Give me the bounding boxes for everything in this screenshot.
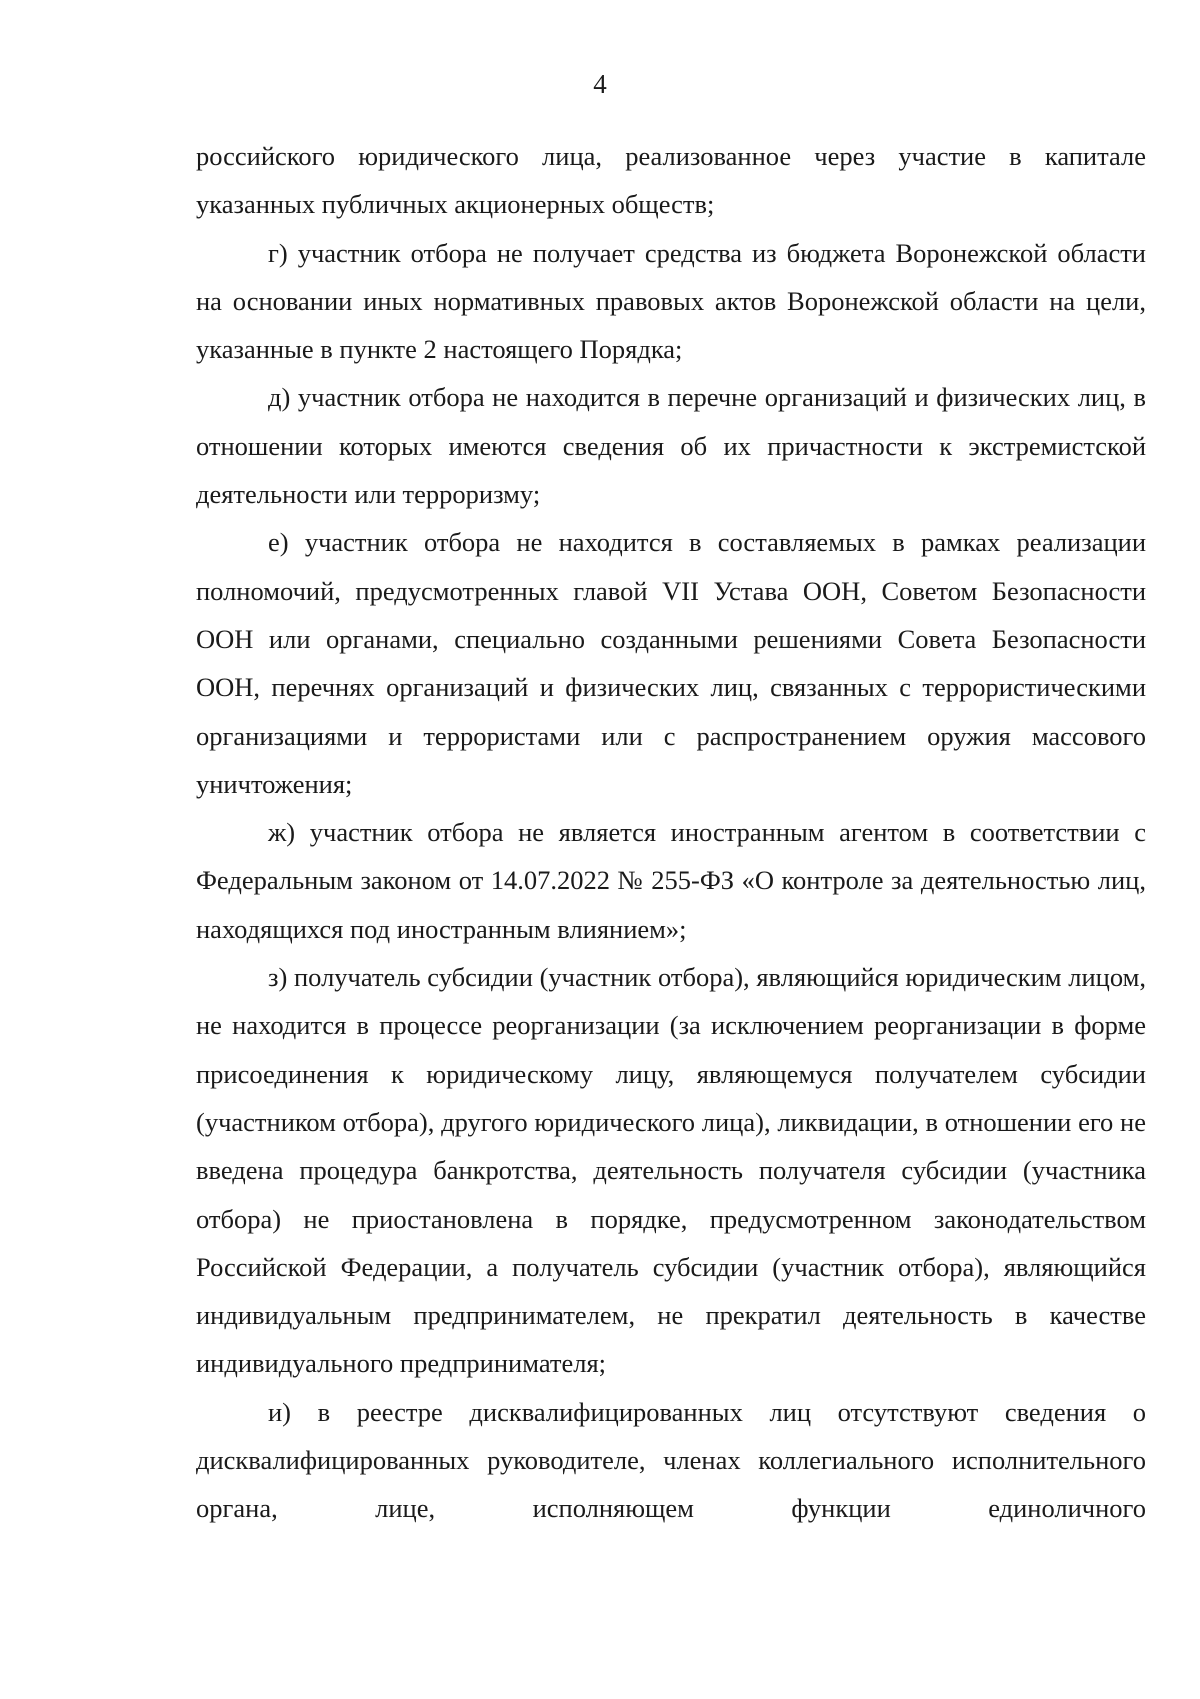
paragraph-d: д) участник отбора не находится в перечне организаций и физических лиц, в отношении которых имеются сведения об их причастности к экстремистской деятельности или терроризму; bbox=[196, 382, 1146, 510]
body-text bbox=[196, 132, 1146, 1533]
paragraph-e: е) участник отбора не находится в составляемых в рамках реализации полномочий, предусмотренных главой VII Устава ООН, Советом Безопасности ООН или органами, специально созданными решениями Совета Безопасности ООН, перечнях организаций и физических лиц, связанных с террористическими организациями и террористами или с распространением оружия массового уничтожения; bbox=[196, 527, 1146, 799]
paragraph-continuation: российского юридического лица, реализованное через участие в капитале указанных публичных акционерных обществ; bbox=[196, 141, 1146, 220]
paragraph-zh: ж) участник отбора не является иностранным агентом в соответствии с Федеральным законом от 14.07.2022 № 255-ФЗ «О контроле за деятельностью лиц, находящихся под иностранным влиянием»; bbox=[196, 817, 1146, 944]
paragraph-i: и) в реестре дисквалифицированных лиц отсутствуют сведения о дисквалифицированных руководителе, членах коллегиального исполнительного органа, лице, исполняющем функции единоличного bbox=[196, 1396, 1146, 1524]
page-number: 4 bbox=[593, 69, 607, 99]
paragraph-g: г) участник отбора не получает средства из бюджета Воронежской области на основании иных нормативных правовых актов Воронежской области на цели, указанные в пункте 2 настоящего Порядка; bbox=[196, 237, 1146, 365]
paragraph-z: з) получатель субсидии (участник отбора), являющийся юридическим лицом, не находится в процессе реорганизации (за исключением реорганизации в форме присоединения к юридическому лицу, являющемуся получателем субсидии (участником отбора), другого юридического лица), ликвидации, в отношении его не введена процедура банкротства, деятельность получателя субсидии (участника отбора) не приостановлена в порядке, предусмотренном законодательством Российской Федерации, а получатель субсидии (участник отбора), являющийся индивидуальным предпринимателем, не прекратил деятельность в качестве индивидуального предпринимателя; bbox=[196, 962, 1146, 1379]
